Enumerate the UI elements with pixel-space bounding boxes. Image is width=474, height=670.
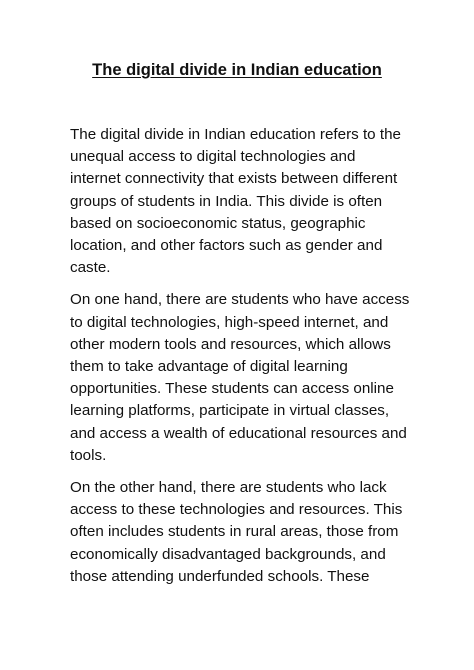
text-line: access to these technologies and resources. This xyxy=(70,501,403,519)
text-line: The digital divide in Indian education refers to the xyxy=(70,126,401,143)
text-line: On one hand, there are students who have access xyxy=(70,291,410,309)
text-line: location, and other factors such as gender and xyxy=(70,237,383,255)
text-line: and access a wealth of educational resources and xyxy=(70,424,407,442)
text-line: opportunities. These students can access online xyxy=(70,380,394,398)
text-line: those attending underfunded schools. These xyxy=(70,567,370,585)
text-line: tools. xyxy=(70,446,107,464)
text-line: other modern tools and resources, which allows xyxy=(70,335,391,353)
text-line: caste. xyxy=(70,259,111,277)
text-line: internet connectivity that exists between different xyxy=(70,170,398,188)
text-line: unequal access to digital technologies and xyxy=(70,148,356,166)
paragraph-2 xyxy=(70,289,430,467)
text-line: learning platforms, participate in virtual classes, xyxy=(70,402,390,420)
text-line: to digital technologies, high-speed internet, and xyxy=(70,313,389,331)
document-title: The digital divide in Indian education xyxy=(92,61,382,79)
text-line: based on socioeconomic status, geographic xyxy=(70,214,366,232)
paragraph-1 xyxy=(70,124,430,279)
text-line: economically disadvantaged backgrounds, and xyxy=(70,545,386,563)
document-body xyxy=(70,124,430,598)
text-line: On the other hand, there are students who lack xyxy=(70,479,387,497)
paragraph-3 xyxy=(70,477,430,588)
text-line: often includes students in rural areas, those from xyxy=(70,523,399,541)
text-line: groups of students in India. This divide is often xyxy=(70,192,383,210)
text-line: them to take advantage of digital learning xyxy=(70,358,348,376)
